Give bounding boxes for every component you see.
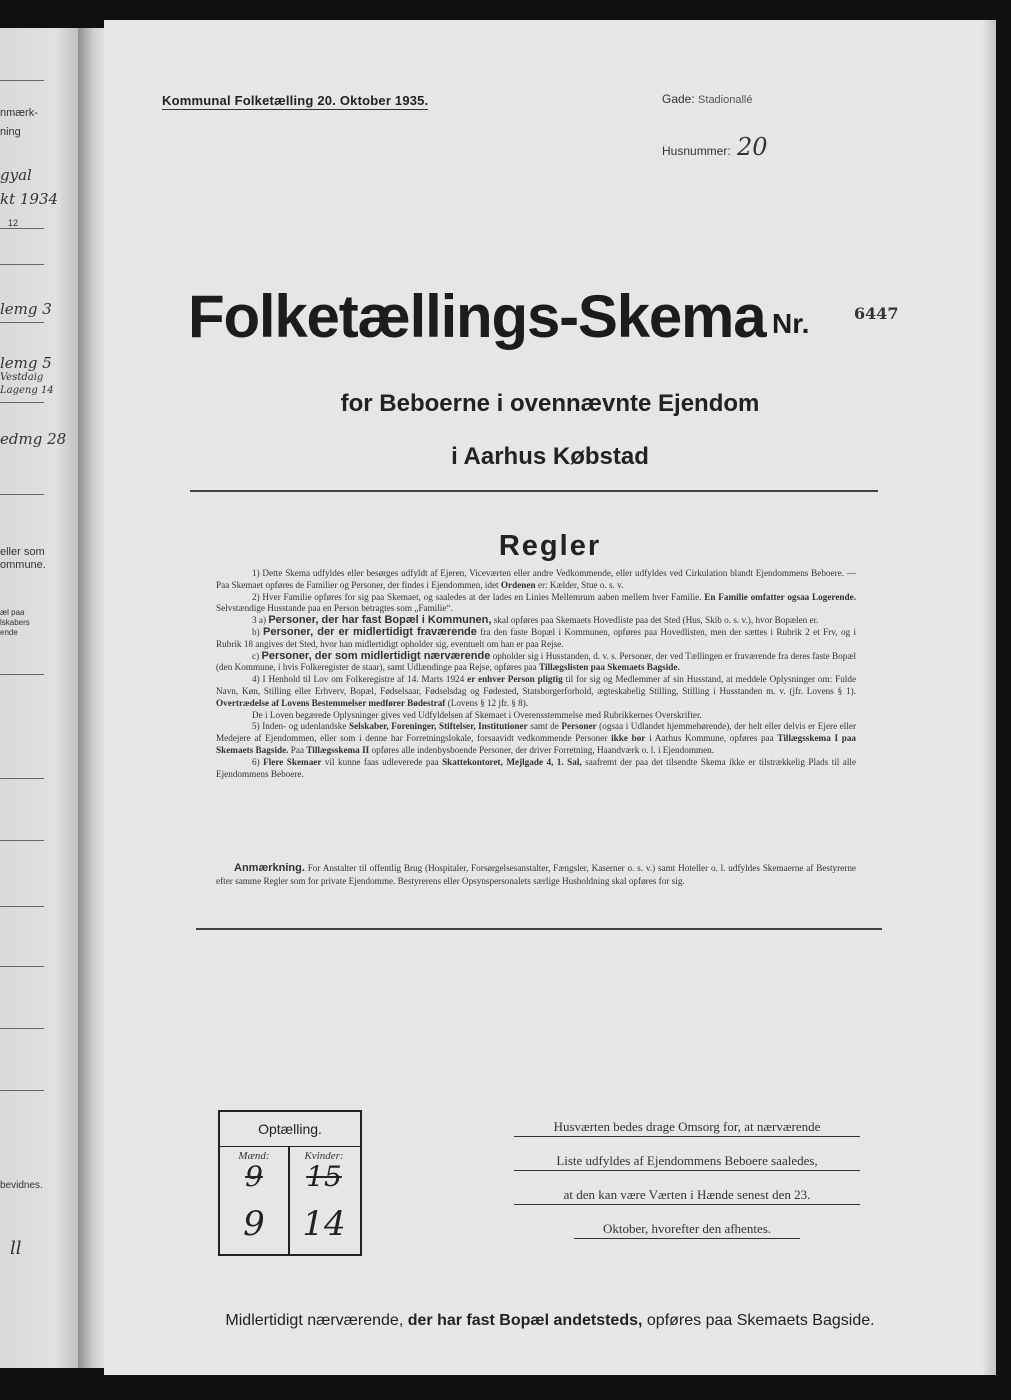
rule-3c: c) Personer, der som midlertidigt nærværende opholder sig i Husstanden, d. v. s. Personer, der ved Tællingen er fraværende fra deres faste Bopæl (den Kommune, i hvis Folkeregister de staar), samt Udlændinge paa Rejse, opføres paa Tillægslisten paa Skemaets Bagside. [216, 649, 857, 673]
count-box-title: Optælling. [220, 1112, 360, 1147]
rule-4-cont: De i Loven begærede Oplysninger gives ved Udfyldelsen af Skemaet i Overensstemmelse med Rubrikkernes Overskrifter. [252, 709, 702, 720]
ruled-line [0, 840, 44, 841]
count-men-first: 9 [245, 1160, 263, 1193]
left-fragment: 12 [8, 218, 19, 228]
rule-6: 6) Flere Skemaer vil kunne faas udleverede paa Skattekontoret, Mejlgade 4, 1. Sal, saafremt der paa det tilsendte Skema ikke er tilstrækkelig Plads til alle Ejendommens Beboere. [216, 756, 857, 779]
house-number-label: Husnummer: [662, 144, 731, 158]
left-handwriting: lemg 5 [0, 354, 52, 372]
form-number-label: Nr. [772, 308, 810, 339]
footer-note: Midlertidigt nærværende, der har fast Bopæl andetsteds, opføres paa Skemaets Bagside. [225, 1312, 875, 1329]
ruled-line [0, 966, 44, 967]
left-handwriting: kt 1934 [0, 190, 59, 208]
divider [190, 490, 878, 492]
form-number-value: 6447 [854, 304, 899, 323]
count-women-final: 14 [302, 1204, 346, 1244]
rules-heading: Regler [498, 530, 602, 562]
left-fragment: ommune. [0, 559, 46, 571]
ruled-line [0, 674, 44, 675]
count-box [218, 1110, 362, 1256]
rule-3b: b) Personer, der er midlertidigt fraværende fra den faste Bopæl i Kommunen, opføres paa Hovedlisten, men der sættes i Rubrik 2 et Frv, og i Rubrik 18 angives det Sted, hvor han midlertidigt opholder sig, eventuelt om han er paa Rejse. [216, 625, 857, 649]
count-men-header: Mænd: [238, 1150, 270, 1162]
left-handwriting: Vestdaig [0, 372, 44, 383]
notice-line: Husværten bedes drage Omsorg for, at nærværende [514, 1118, 860, 1137]
left-fragment: lskabers [0, 618, 30, 627]
street-value: Stadionallé [698, 94, 753, 106]
count-women-header: Kvinder: [304, 1150, 344, 1162]
left-handwriting: gyal [0, 166, 32, 184]
left-fragment: nmærk- [0, 107, 38, 119]
rule-4: 4) I Henhold til Lov om Folkeregistre af 14. Marts 1924 er enhver Person pligtig til for sig og Medlemmer af sin Husstand, at meddele Oplysninger om: Fulde Navn, Køn, Stilling eller Erhverv, Bopæl, Fødselsaar, Fødselsdag og Fødested, Statsborgerforhold, ægteskabelig Stilling, Stilling i Husstanden m. v. (jfr. Lovens § 1). Overtrædelse af Lovens Bestemmelser medfører Bødestraf (Lovens § 12 jfr. § 8). [216, 674, 857, 708]
ruled-line [0, 1028, 44, 1029]
left-fragment: ning [0, 126, 21, 138]
left-page-fragment [0, 28, 80, 1368]
notice-line: Liste udfyldes af Ejendommens Beboere saaledes, [514, 1152, 860, 1171]
ruled-line [0, 264, 44, 265]
census-title: Kommunal Folketælling 20. Oktober 1935. [162, 93, 429, 108]
rule-5: 5) Inden- og udenlandske Selskaber, Foreninger, Stiftelser, Institutioner samt de Personer (ogsaa i Udlandet hjemmehørende), der helt eller delvis er Ejere eller Medejere af Ejendommen, eller som i denne har Forretningslokale, forsaavidt vedkommende Personer ikke bor i Aarhus Kommune, opføres paa Tillægsskema I paa Skemaets Bagside. Paa Tillægsskema II opføres alle indenbysboende Personer, der driver Forretning, Haandværk o. l. i Ejendommen. [216, 721, 857, 755]
rules-text [216, 568, 856, 780]
left-fragment: eller som [0, 546, 45, 558]
note-text: For Anstalter til offentlig Brug (Hospitaler, Forsørgelsesanstalter, Fængsler, Kaserner o. s. v.) samt Hoteller o. l. udfyldes Skemaerne af Bestyrerne efter samme Regler som for private Ejendomme. Bestyrerens eller Opsynspersonalets særlige Husholdning skal opføres for sig. [216, 863, 856, 886]
note-block [216, 862, 856, 887]
rule-1: 1) Dette Skema udfyldes eller besørges udfyldt af Ejeren, Viceværten eller andre Vedkommende, eller udfyldes ved Cirkulation blandt Ejendommens Beboere. — Paa Skemaet opføres de Familier og Personer, der findes i Ejendommen, idet Ordenen er: Kælder, Stue o. s. v. [216, 568, 856, 590]
notice-line: Oktober, hvorefter den afhentes. [574, 1220, 800, 1239]
rule-3a: 3 a) Personer, der har fast Bopæl i Kommunen, skal opføres paa Skemaets Hovedliste paa det Sted (Hus, Skib o. s. v.), hvor Bopælen er. [252, 614, 819, 627]
count-women-first: 15 [306, 1160, 342, 1193]
ruled-line [0, 80, 44, 81]
ruled-line [0, 402, 44, 403]
count-men-final: 9 [243, 1204, 265, 1244]
ruled-line [0, 778, 44, 779]
notice-line: at den kan være Værten i Hænde senest den 23. [514, 1186, 860, 1205]
street-label: Gade: [662, 92, 695, 106]
left-fragment: bevidnes. [0, 1180, 43, 1191]
rule-2: 2) Hver Familie opføres for sig paa Skemaet, og saaledes at der lades en Linies Mellemrum aaben mellem hver Familie. En Familie omfatter ogsaa Logerende. Selvstændige Husstande paa en Person betragtes som „Familie“. [216, 591, 856, 614]
left-handwriting: lemg 3 [0, 300, 52, 318]
ruled-line [0, 494, 44, 495]
left-handwriting: edmg 28 [0, 430, 67, 448]
street-field [662, 92, 752, 106]
left-fragment: ende [0, 628, 18, 637]
house-number-value: 20 [737, 133, 768, 161]
landlord-notice [514, 1118, 860, 1254]
book-gutter [78, 28, 106, 1368]
form-subtitle-city: i Aarhus Købstad [451, 443, 649, 470]
form-title: Folketællings-Skema [188, 283, 766, 350]
note-label: Anmærkning. [234, 862, 305, 874]
form-subtitle: for Beboerne i ovennævnte Ejendom [340, 390, 760, 417]
left-fragment: æl paa [0, 608, 25, 617]
ruled-line [0, 322, 44, 323]
divider [196, 928, 882, 930]
page-edge [982, 20, 996, 1375]
ruled-line [0, 906, 44, 907]
census-form-page [104, 20, 996, 1375]
ruled-line [0, 228, 44, 229]
house-number-field [662, 133, 768, 161]
left-handwriting: ll [10, 1238, 22, 1259]
left-handwriting: Lageng 14 [0, 385, 54, 396]
ruled-line [0, 1090, 44, 1091]
